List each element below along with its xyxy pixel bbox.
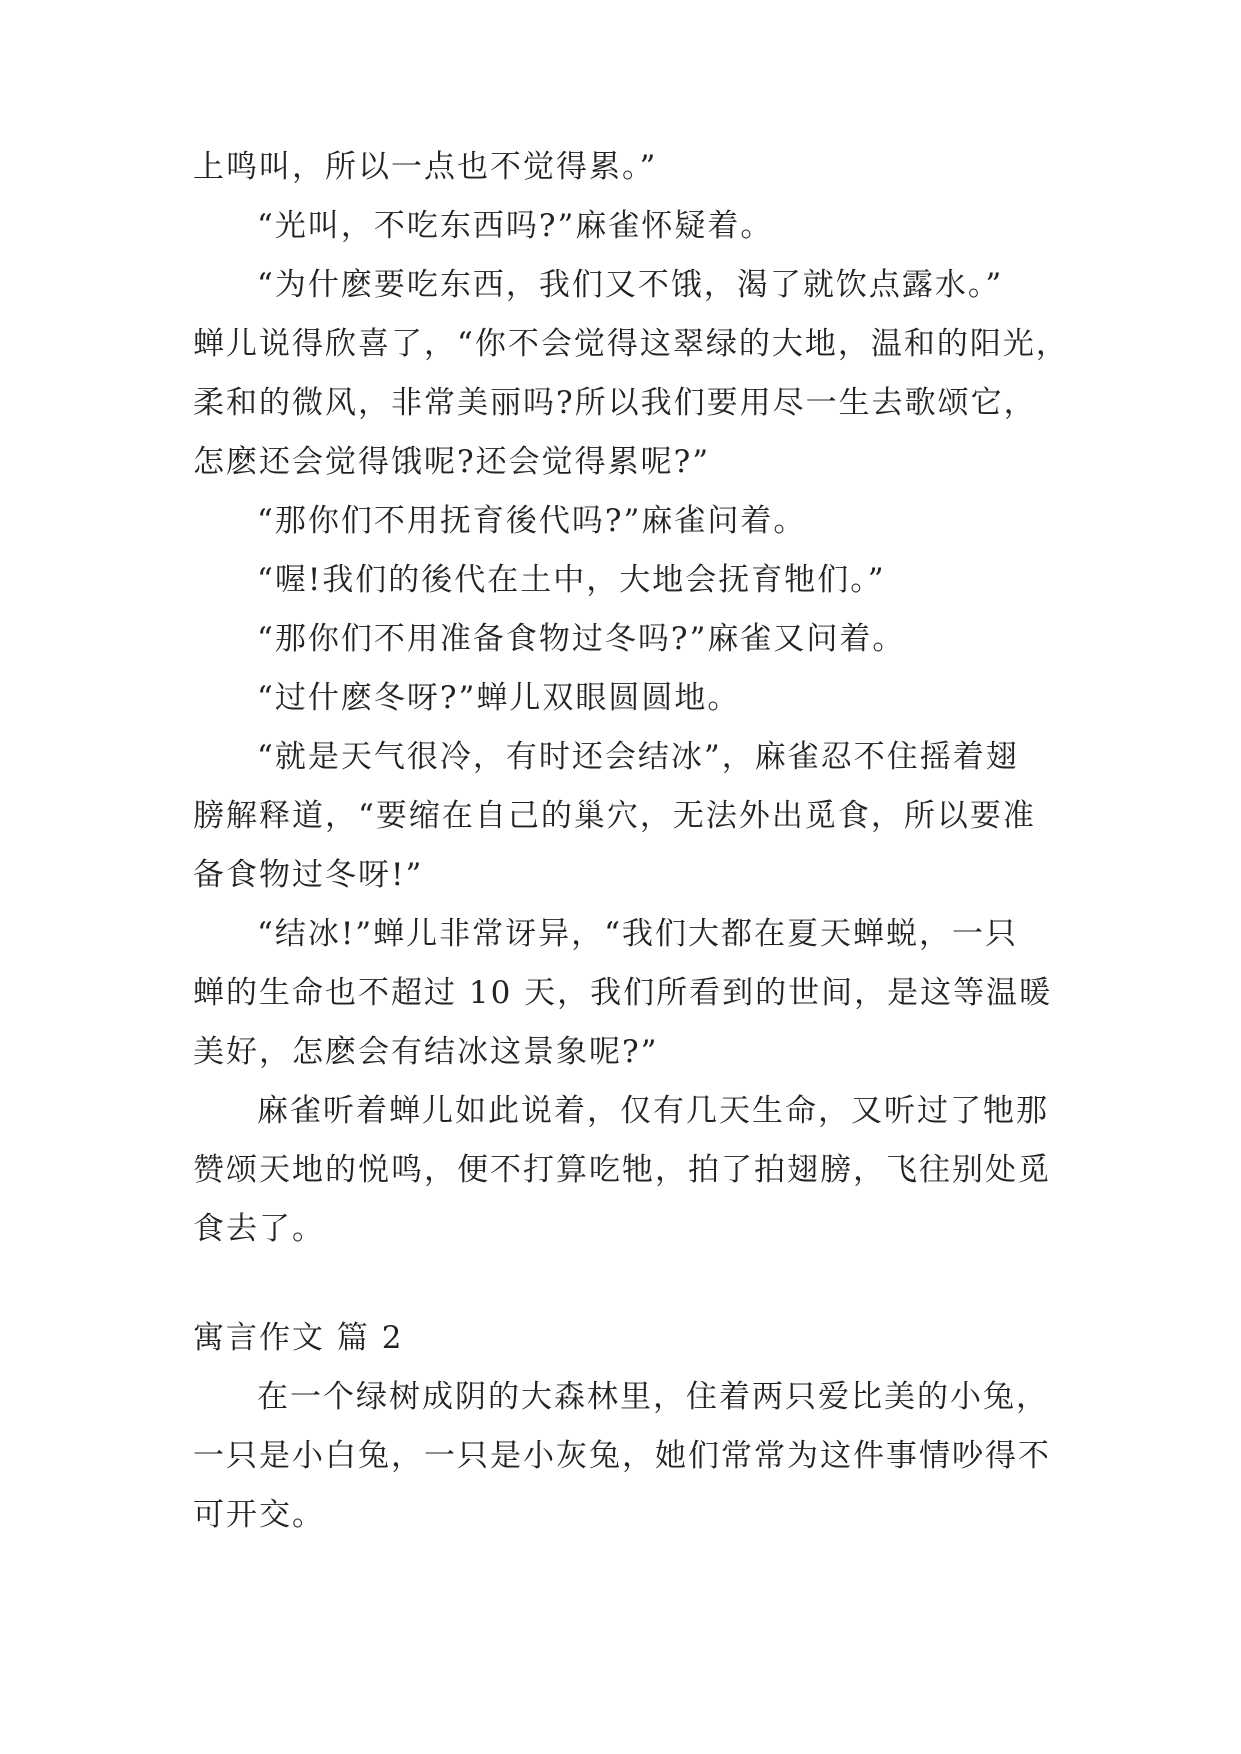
paragraph-line: 可开交。 — [193, 1497, 325, 1533]
paragraph-line: 在一个绿树成阴的大森林里，住着两只爱比美的小兔， — [257, 1379, 1049, 1415]
paragraph-line: “就是天气很冷，有时还会结冰”，麻雀忍不住摇着翅 — [257, 739, 1019, 775]
paragraph-line: “光叫，不吃东西吗?”麻雀怀疑着。 — [257, 208, 774, 244]
paragraph-line: “喔!我们的後代在土中，大地会抚育牠们。” — [257, 562, 886, 598]
paragraph-line: 上鸣叫，所以一点也不觉得累。” — [193, 149, 658, 185]
section-heading: 寓言作文 篇 2 — [193, 1320, 404, 1356]
paragraph-line: “过什麽冬呀?”蝉儿双眼圆圆地。 — [257, 680, 741, 716]
paragraph-line: “那你们不用准备食物过冬吗?”麻雀又问着。 — [257, 621, 906, 657]
paragraph-line: 备食物过冬呀!” — [193, 857, 424, 893]
paragraph-line: 柔和的微风，非常美丽吗?所以我们要用尽一生去歌颂它， — [193, 385, 1037, 421]
paragraph-line: 蝉儿说得欣喜了，“你不会觉得这翠绿的大地，温和的阳光， — [193, 326, 1069, 362]
paragraph-line: “为什麽要吃东西，我们又不饿，渴了就饮点露水。” — [257, 267, 1004, 303]
paragraph-line: 怎麽还会觉得饿呢?还会觉得累呢?” — [193, 444, 711, 480]
paragraph-line: 美好，怎麽会有结冰这景象呢?” — [193, 1034, 659, 1070]
paragraph-line: 一只是小白兔，一只是小灰兔，她们常常为这件事情吵得不 — [193, 1438, 1051, 1474]
paragraph-line: “结冰!”蝉儿非常讶异，“我们大都在夏天蝉蜕，一只 — [257, 916, 1018, 952]
paragraph-line: 蝉的生命也不超过 10 天，我们所看到的世间，是这等温暖 — [193, 975, 1053, 1011]
paragraph-line: 赞颂天地的悦鸣，便不打算吃牠，拍了拍翅膀，飞往别处觅 — [193, 1152, 1051, 1188]
paragraph-line: 食去了。 — [193, 1211, 325, 1247]
paragraph-line: 麻雀听着蝉儿如此说着，仅有几天生命，又听过了牠那 — [257, 1093, 1049, 1129]
paragraph-line: 膀解释道，“要缩在自己的巢穴，无法外出觅食，所以要准 — [193, 798, 1036, 834]
paragraph-line: “那你们不用抚育後代吗?”麻雀问着。 — [257, 503, 807, 539]
